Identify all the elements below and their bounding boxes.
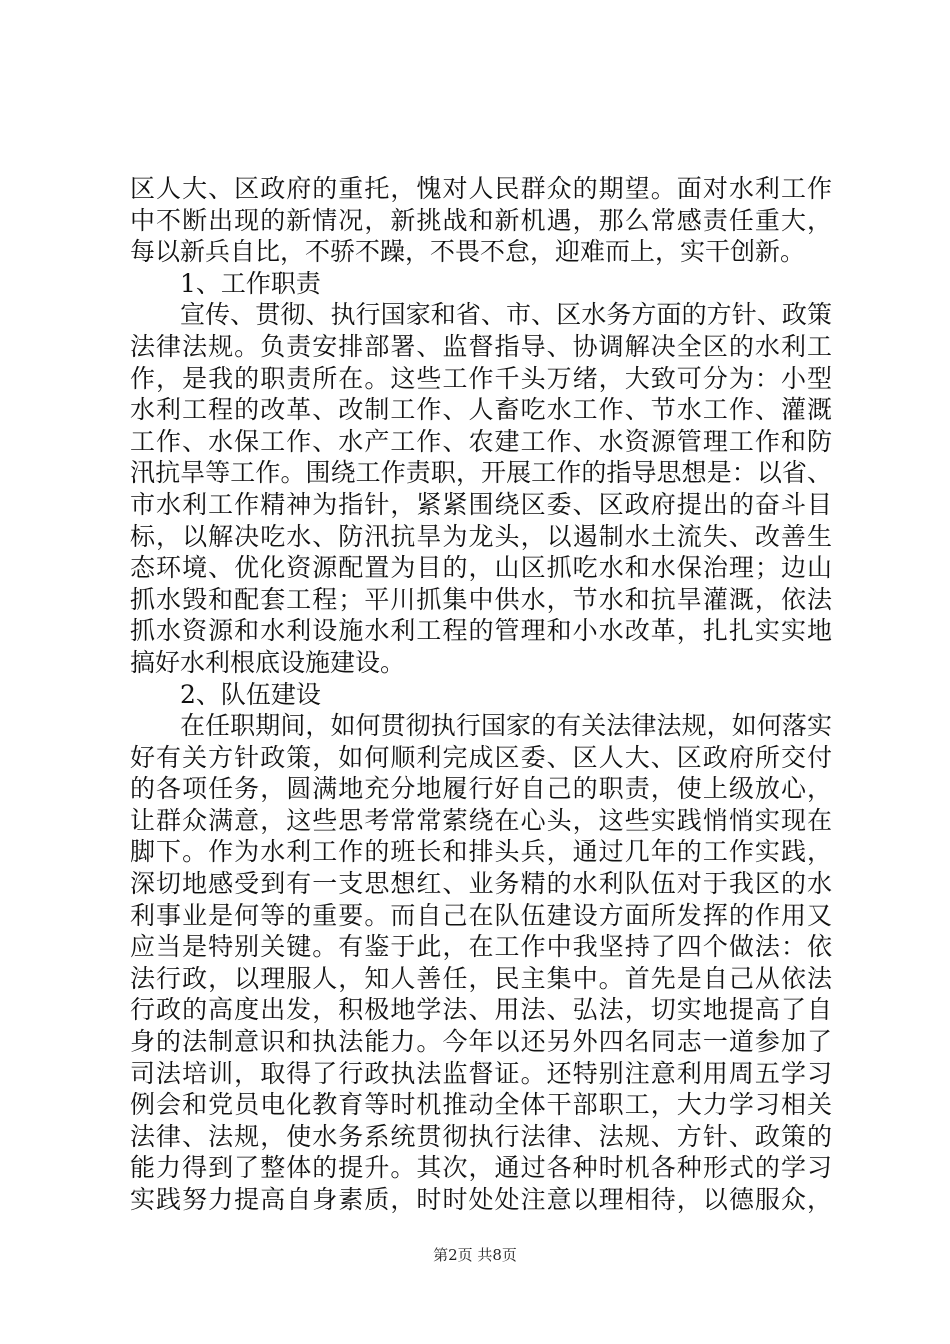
text-line: 标，以解决吃水、防汛抗旱为龙头，以遏制水土流失、改善生	[130, 521, 832, 551]
text-line: 司法培训，取得了行政执法监督证。还特别注意利用周五学习	[130, 1058, 832, 1088]
body-text	[130, 173, 832, 1216]
text-line: 法行政，以理服人，知人善任，民主集中。首先是自己从依法	[130, 963, 832, 993]
text-line: 让群众满意，这些思考常常萦绕在心头，这些实践悄悄实现在	[130, 805, 832, 835]
text-line: 态环境、优化资源配置为目的，山区抓吃水和水保治理；边山	[130, 553, 832, 583]
text-line: 抓水毁和配套工程；平川抓集中供水，节水和抗旱灌溉，依法	[130, 584, 832, 614]
text-line: 法律法规。负责安排部署、监督指导、协调解决全区的水利工	[130, 331, 832, 361]
text-line: 汛抗旱等工作。围绕工作责职，开展工作的指导思想是：以省、	[130, 458, 832, 488]
text-line: 脚下。作为水利工作的班长和排头兵，通过几年的工作实践，	[130, 837, 832, 867]
page-footer: 第2页 共8页	[433, 1246, 517, 1264]
text-line: 应当是特别关键。有鉴于此，在工作中我坚持了四个做法：依	[130, 932, 832, 962]
text-line: 实践努力提高自身素质，时时处处注意以理相待，以德服众，	[130, 1185, 832, 1214]
text-line: 每以新兵自比，不骄不躁，不畏不怠，迎难而上，实干创新。	[130, 237, 806, 267]
text-line: 法律、法规，使水务系统贯彻执行法律、法规、方针、政策的	[130, 1121, 832, 1151]
text-line: 水利工程的改革、改制工作、人畜吃水工作、节水工作、灌溉	[130, 395, 832, 425]
text-line: 深切地感受到有一支思想红、业务精的水利队伍对于我区的水	[130, 869, 832, 899]
text-line: 宣传、贯彻、执行国家和省、市、区水务方面的方针、政策	[180, 300, 832, 330]
text-line: 抓水资源和水利设施水利工程的管理和小水改革，扎扎实实地	[130, 616, 832, 646]
text-line: 市水利工作精神为指针，紧紧围绕区委、区政府提出的奋斗目	[130, 489, 832, 519]
text-line: 中不断出现的新情况，新挑战和新机遇，那么常感责任重大，	[130, 205, 832, 235]
text-line: 作，是我的职责所在。这些工作千头万绪，大致可分为：小型	[130, 363, 832, 393]
text-line: 行政的高度出发，积极地学法、用法、弘法，切实地提高了自	[130, 995, 832, 1025]
section-heading: 2、队伍建设	[180, 679, 321, 709]
section-heading: 1、工作职责	[180, 268, 321, 298]
text-line: 在任职期间，如何贯彻执行国家的有关法律法规，如何落实	[180, 711, 832, 741]
text-line: 搞好水利根底设施建设。	[130, 647, 406, 677]
text-line: 身的法制意识和执法能力。今年以还另外四名同志一道参加了	[130, 1027, 832, 1057]
text-line: 例会和党员电化教育等时机推动全体干部职工，大力学习相关	[130, 1090, 832, 1120]
text-line: 能力得到了整体的提升。其次，通过各种时机各种形式的学习	[130, 1153, 832, 1183]
text-line: 利事业是何等的重要。而自己在队伍建设方面所发挥的作用又	[130, 900, 832, 930]
text-line: 的各项任务，圆满地充分地履行好自己的职责，使上级放心，	[130, 774, 832, 804]
text-line: 好有关方针政策，如何顺利完成区委、区人大、区政府所交付	[130, 742, 832, 772]
text-line: 工作、水保工作、水产工作、农建工作、水资源管理工作和防	[130, 426, 832, 456]
text-line: 区人大、区政府的重托，愧对人民群众的期望。面对水利工作	[130, 174, 832, 203]
